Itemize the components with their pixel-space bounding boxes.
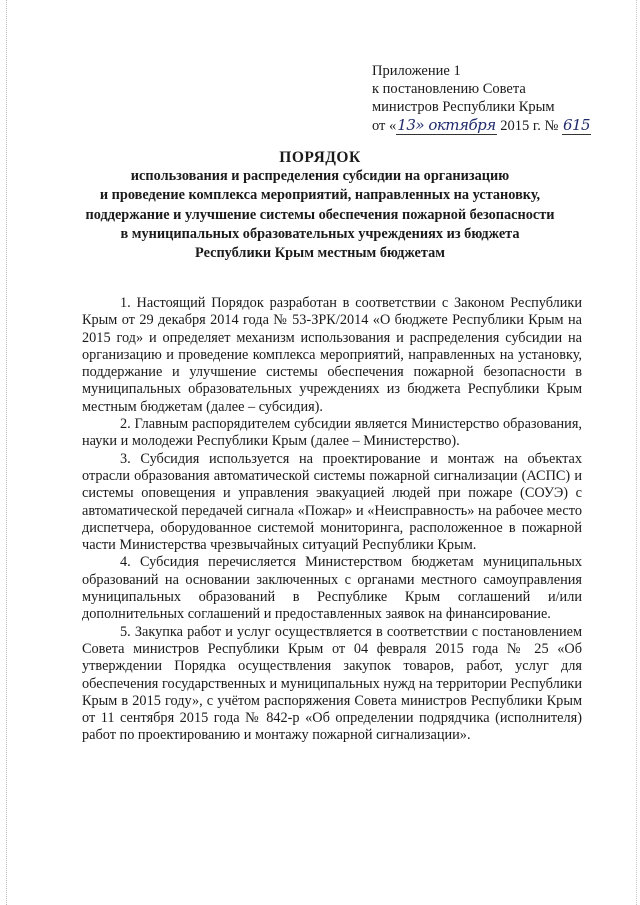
appendix-line-2: к постановлению Совета — [372, 81, 526, 97]
appendix-date-line — [372, 116, 612, 135]
date-prefix: от « — [372, 118, 397, 134]
handwritten-date: 13» октября — [397, 116, 496, 134]
appendix-block — [372, 62, 612, 135]
date-suffix: 2015 г. № — [496, 118, 559, 134]
appendix-line-1: Приложение 1 — [372, 63, 461, 79]
scan-edge-left — [0, 0, 7, 905]
title-heading: ПОРЯДОК — [279, 149, 361, 166]
paragraph-5: 5. Закупка работ и услуг осуществляется в соответствии с постановлением Совета министров Республики Крым от 04 февраля 2015 года № 25 «Об утверждении Порядка осуществления закупок товаров, работ, услуг для обеспечения государственных и муниципальных нужд на территории Республики Крым в 2015 году», с учётом распоряжения Совета министров Республики Крым от 11 сентября 2015 года № 842-р «Об определении подрядчика (исполнителя) работ по проектированию и монтажу пожарной сигнализации». — [82, 623, 582, 744]
scan-edge-right — [636, 0, 640, 905]
appendix-line-3: министров Республики Крым — [372, 99, 555, 115]
title-line: использования и распределения субсидии на организацию — [130, 168, 510, 184]
paragraph-1: 1. Настоящий Порядок разработан в соответствии с Законом Республики Крым от 29 декабря 2014 года № 53-ЗРК/2014 «О бюджете Республики Крым на 2015 год» и определяет механизм использования и распределения субсидии на организацию и проведение комплекса мероприятий, направленных на установку, поддержание и улучшение системы обеспечения пожарной безопасности в муниципальных образовательных учреждениях из бюджета Республики Крым местным бюджетам (далее – субсидия). — [82, 295, 582, 415]
title-line: Республики Крым местным бюджетам — [195, 245, 445, 262]
document-title — [60, 148, 580, 263]
handwritten-number: 615 — [562, 116, 591, 134]
paragraph-2: 2. Главным распорядителем субсидии является Министерство образования, науки и молодежи Республики Крым (далее – Министерство). — [82, 416, 582, 450]
paragraph-4: 4. Субсидия перечисляется Министерством бюджетам муниципальных образований на основании заключенных с органами местного самоуправления муниципальных образований в Республике Крым соглашений и/или дополнительных соглашений и предоставленных заявок на финансирование. — [82, 554, 582, 623]
title-line: поддержание и улучшение системы обеспечения пожарной безопасности — [85, 206, 555, 223]
title-line: и проведение комплекса мероприятий, направленных на установку, — [99, 187, 541, 204]
document-body — [82, 295, 582, 745]
title-line: в муниципальных образовательных учреждениях из бюджета — [120, 225, 520, 242]
paragraph-3: 3. Субсидия используется на проектирование и монтаж на объектах отрасли образования автоматической системы пожарной сигнализации (АСПС) и системы оповещения и управления эвакуацией людей при пожаре (СОУЭ) с автоматической передачей сигнала «Пожар» и «Неисправность» на рабочее место диспетчера, оборудованное системой мониторинга, расположенное в пожарной части Министерства чрезвычайных ситуаций Республики Крым. — [82, 450, 582, 554]
